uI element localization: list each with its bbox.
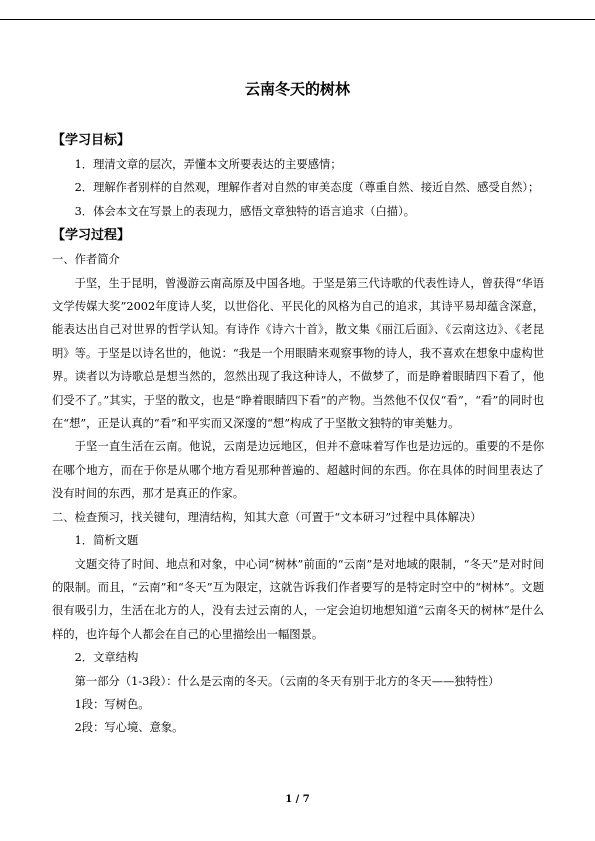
goal-item: 1．理清文章的层次，弄懂本文所要表达的主要感情； bbox=[74, 158, 342, 171]
paragraph: 第一部分（1-3段）：什么是云南的冬天。（云南的冬天有别于北方的冬天——独特性） bbox=[74, 674, 500, 688]
list-item: 2段：写心境、意象。 bbox=[74, 721, 184, 735]
document-body bbox=[52, 128, 544, 740]
page-number: 1 / 7 bbox=[285, 794, 310, 805]
goal-item: 3．体会本文在写景上的表现力，感悟文章独特的语言追求（白描）。 bbox=[74, 204, 416, 218]
paragraph: 于坚，生于昆明，曾漫游云南高原及中国各地。于坚是第三代诗歌的代表性诗人，曾获得“华语文学传媒大奖”2002年度诗人奖，以世俗化、平民化的风格为自己的追求，其诗平易却蕴含深意，能表达出自己对世界的哲学认知。有诗作《诗六十首》，散文集《丽江后面》、《云南这边》、《老昆明》等。于坚是以诗名世的，他说：“我是一个用眼睛来观察事物的诗人，我不喜欢在想象中虚构世界。读者以为诗歌总是想当然的，忽然出现了我这种诗人，不做梦了，而是睁着眼睛四下看了，他们受不了。”其实，于坚的散文，也是“睁着眼睛四下看”的产物。当然他不仅仅“看”，“看”的同时也在“想”，正是认真的“看”和平实而又深邃的“想”构成了于坚散文独特的审美魅力。 bbox=[52, 276, 544, 431]
header-rule bbox=[0, 19, 595, 20]
goal-item: 2．理解作者别样的自然观，理解作者对自然的审美态度（尊重自然、接近自然、感受自然）； bbox=[74, 181, 540, 195]
section-heading-preview: 二、检查预习，找关键句，理清结构，知其大意（可置于“文本研习”过程中具体解决） bbox=[52, 510, 482, 524]
process-heading: 【学习过程】 bbox=[52, 228, 131, 244]
goals-heading: 【学习目标】 bbox=[52, 133, 131, 148]
subheading: 2．文章结构 bbox=[74, 651, 139, 665]
page-title: 云南冬天的树林 bbox=[244, 80, 350, 98]
list-item: 1段：写树色。 bbox=[74, 697, 150, 711]
subheading: 1．简析文题 bbox=[74, 534, 139, 548]
paragraph: 于坚一直生活在云南。他说，云南是边远地区，但并不意味着写作也是边远的。重要的不是你在哪个地方，而在于你是从哪个地方看见那种普遍的、超越时间的东西。你在具体的时间里表达了没有时间的东西，那才是真正的作家。 bbox=[52, 440, 544, 501]
paragraph: 文题交待了时间、地点和对象，中心词“树林”前面的“云南”是对地域的限制，“冬天”是对时间的限制。而且，“云南”和“冬天”互为限定，这就告诉我们作者要写的是特定时空中的“树林”。文题很有吸引力，生活在北方的人，没有去过云南的人，一定会迫切地想知道“云南冬天的树林”是什么样的，也许每个人都会在自己的心里描绘出一幅图景。 bbox=[52, 557, 544, 641]
section-heading-author: 一、作者简介 bbox=[52, 253, 120, 267]
